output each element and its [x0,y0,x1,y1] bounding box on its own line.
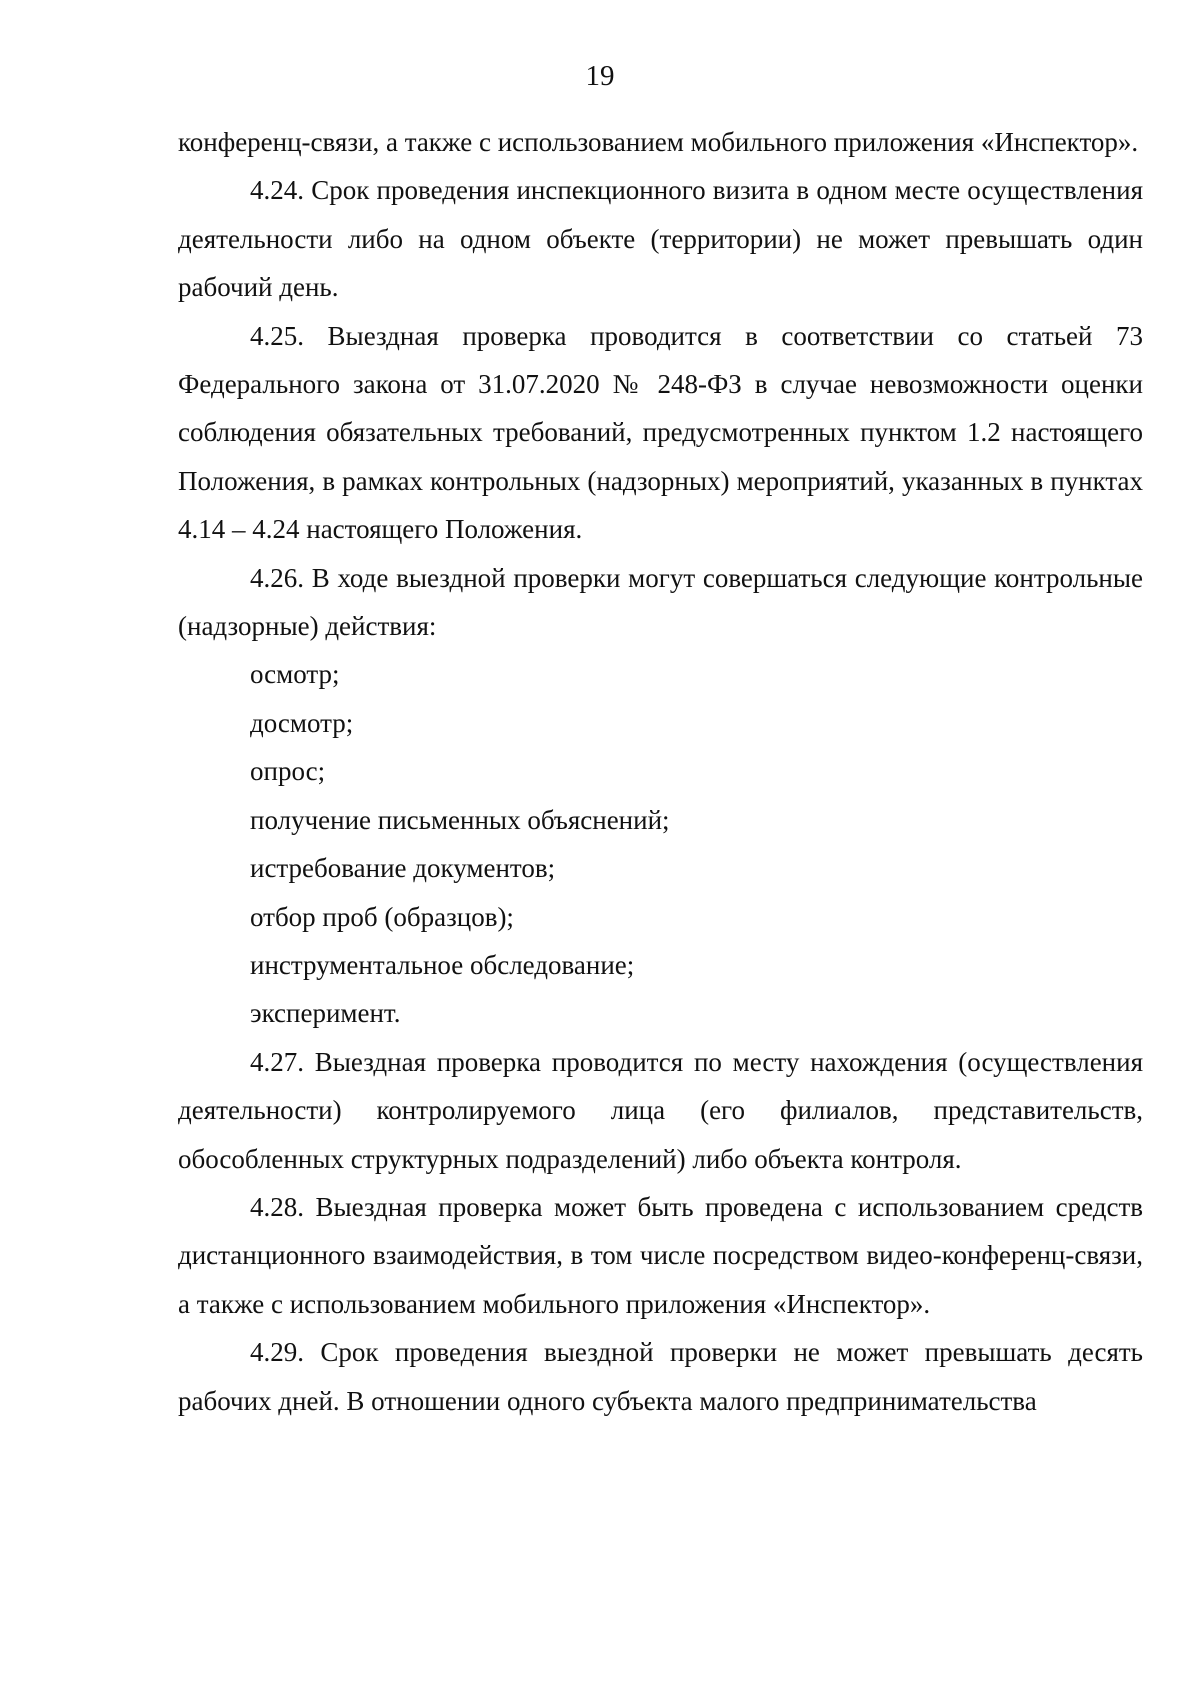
list-item: отбор проб (образцов); [250,901,514,932]
paragraph-4-25: 4.25. Выездная проверка проводится в соответствии со статьей 73 Федерального закона от 31.07.2020 № 248-ФЗ в случае невозможности оценки соблюдения обязательных требований, предусмотренных пунктом 1.2 настоящего Положения, в рамках контрольных (надзорных) мероприятий, указанных в пунктах 4.14 – 4.24 настоящего Положения. [178,320,1143,545]
paragraph-4-27: 4.27. Выездная проверка проводится по месту нахождения (осуществления деятельности) контролируемого лица (его филиалов, представительств, обособленных структурных подразделений) либо объекта контроля. [178,1046,1143,1174]
list-item: досмотр; [250,707,354,738]
paragraph-continuation: конференц-связи, а также с использованием мобильного приложения «Инспектор». [178,127,1139,157]
page-number: 19 [585,60,615,92]
paragraph-4-26: 4.26. В ходе выездной проверки могут совершаться следующие контрольные (надзорные) действия: [178,562,1143,642]
document-body [178,118,1143,1425]
list-item: получение письменных объяснений; [250,804,670,835]
list-item: истребование документов; [250,853,556,884]
list-item: эксперимент. [250,998,401,1029]
list-item: инструментальное обследование; [250,949,635,980]
paragraph-4-24: 4.24. Срок проведения инспекционного визита в одном месте осуществления деятельности либо на одном объекте (территории) не может превышать один рабочий день. [178,175,1143,303]
actions-list [178,650,1143,1037]
list-item: осмотр; [250,659,340,690]
list-item: опрос; [250,756,326,787]
paragraph-4-29: 4.29. Срок проведения выездной проверки не может превышать десять рабочих дней. В отношении одного субъекта малого предпринимательства [178,1337,1143,1416]
paragraph-4-28: 4.28. Выездная проверка может быть проведена с использованием средств дистанционного взаимодействия, в том числе посредством видео-конференц-связи, а также с использованием мобильного приложения «Инспектор». [178,1191,1143,1319]
